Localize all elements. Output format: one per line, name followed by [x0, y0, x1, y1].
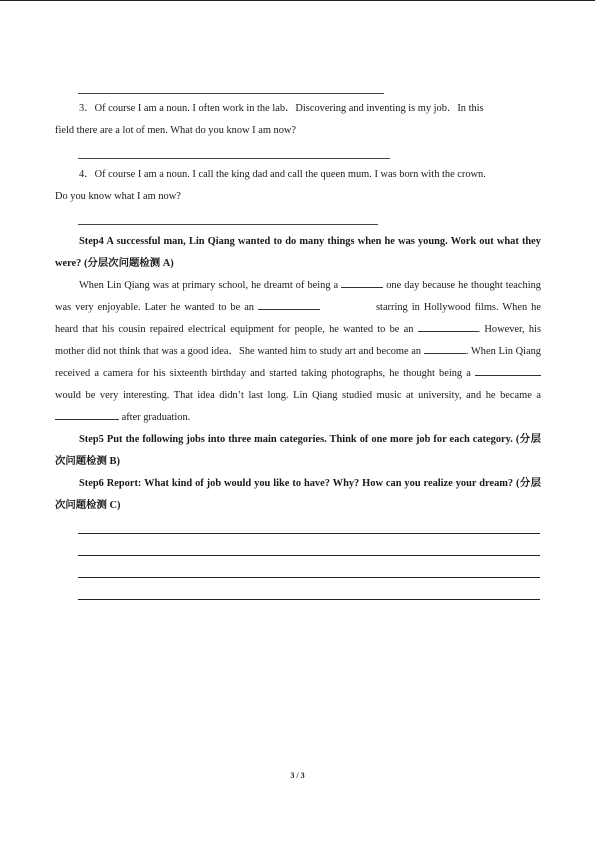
page-number: 3 / 3 [290, 771, 305, 780]
blank-2[interactable] [258, 298, 320, 310]
blank-6[interactable] [55, 408, 119, 420]
step5-heading: Step5 Put the following jobs into three main categories. Think of one more job for each category. (分层次问题检测 B) [55, 434, 541, 467]
report-line-1[interactable] [78, 533, 540, 534]
blank-1[interactable] [341, 276, 383, 288]
report-line-4[interactable] [78, 599, 540, 600]
passage-part-1: When Lin Qiang was at primary school, he dreamt of being a [79, 280, 339, 291]
question-3-line2: field there are a lot of men. What do you know I am now? [55, 125, 297, 136]
answer-line-q4 [78, 224, 378, 225]
passage-part-7: after graduation. [121, 412, 191, 423]
passage-part-2: one day because he thought teaching was very enjoyable. Later he wanted to be an [55, 280, 541, 313]
step6-heading: Step6 Report: What kind of job would you like to have? Why? How can you realize your dream? (分层次问题检测 C) [55, 478, 541, 511]
question-3 [55, 98, 541, 142]
passage-part-3: starring in Hollywood films. When he heard that his cousin repaired electrical equipment for people, he wanted to be an [55, 302, 541, 335]
answer-line-q2 [78, 93, 384, 94]
step4-heading: Step4 A successful man, Lin Qiang wanted to do many things when he was young. Work out what they were? (分层次问题检测 A) [55, 236, 541, 269]
answer-line-q3 [78, 158, 390, 159]
blank-3[interactable] [418, 320, 478, 332]
question-4-line2: Do you know what I am now? [55, 191, 181, 202]
report-line-3[interactable] [78, 577, 540, 578]
blank-5[interactable] [475, 364, 541, 376]
question-3-line1: 3．Of course I am a noun. I often work in the lab．Discovering and inventing is my job．In this [79, 103, 484, 114]
blank-4[interactable] [424, 342, 466, 354]
top-border [0, 0, 595, 1]
step4-passage [55, 275, 541, 429]
passage-part-5: . When Lin Qiang received a camera for his sixteenth birthday and started taking photographs, he thought being a [55, 346, 542, 379]
question-4-line1: 4．Of course I am a noun. I call the king dad and call the queen mum. I was born with the crown. [79, 169, 486, 180]
report-line-2[interactable] [78, 555, 540, 556]
passage-part-6: would be very interesting. That idea didn’t last long. Lin Qiang studied music at university, and he became a [55, 390, 541, 401]
question-4 [55, 164, 541, 208]
passage-part-4: . However, his mother did not think that was a good idea．She wanted him to study art and become an [55, 324, 541, 357]
